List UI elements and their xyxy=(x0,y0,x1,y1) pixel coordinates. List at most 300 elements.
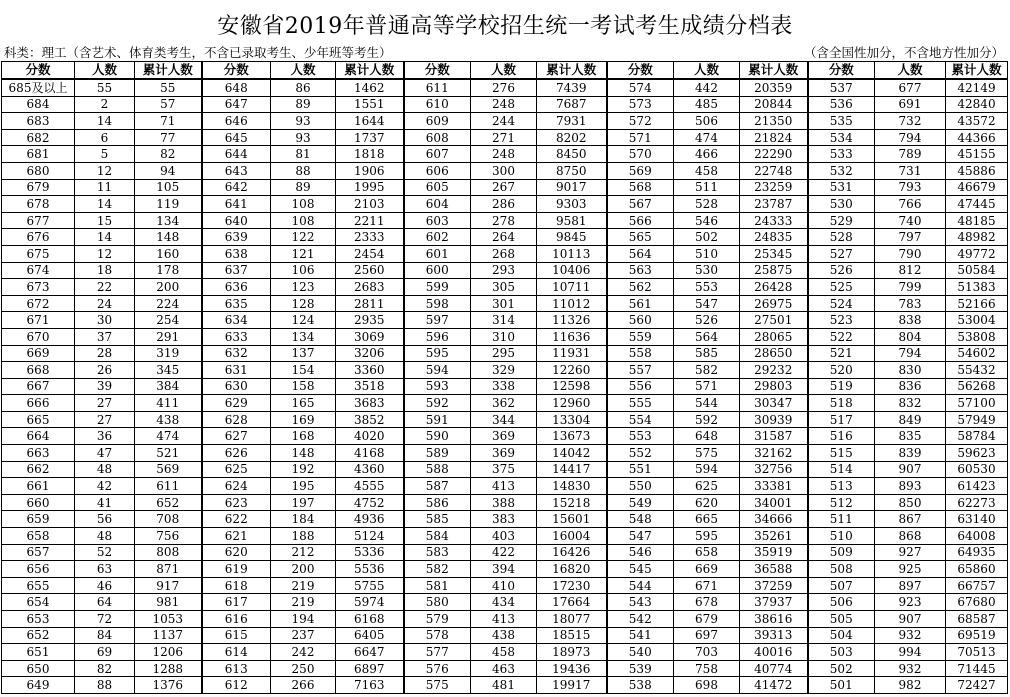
cumulative-cell: 19917 xyxy=(537,677,607,694)
score-cell: 622 xyxy=(202,511,271,528)
cumulative-cell: 70513 xyxy=(946,644,1008,661)
count-cell: 594 xyxy=(674,461,740,478)
score-cell: 671 xyxy=(2,312,75,329)
cumulative-cell: 26428 xyxy=(740,279,808,296)
count-cell: 200 xyxy=(271,561,336,578)
score-cell: 574 xyxy=(607,79,674,96)
table-row xyxy=(2,428,1008,445)
score-cell: 595 xyxy=(404,345,471,362)
score-cell: 536 xyxy=(808,96,875,113)
cumulative-cell: 200 xyxy=(135,279,202,296)
score-header: 分数 xyxy=(808,62,875,80)
count-cell: 923 xyxy=(875,594,946,611)
score-cell: 679 xyxy=(2,179,75,196)
count-cell: 698 xyxy=(674,677,740,694)
count-cell: 14 xyxy=(75,113,135,130)
score-cell: 510 xyxy=(808,528,875,545)
cumulative-cell: 26975 xyxy=(740,295,808,312)
score-cell: 617 xyxy=(202,594,271,611)
cumulative-cell: 20359 xyxy=(740,79,808,96)
score-cell: 638 xyxy=(202,245,271,262)
score-cell: 651 xyxy=(2,644,75,661)
cumulative-cell: 34001 xyxy=(740,494,808,511)
count-cell: 11 xyxy=(75,179,135,196)
count-cell: 24 xyxy=(75,295,135,312)
score-cell: 528 xyxy=(808,229,875,246)
table-row xyxy=(2,362,1008,379)
count-cell: 571 xyxy=(674,378,740,395)
count-cell: 463 xyxy=(471,660,537,677)
score-cell: 610 xyxy=(404,96,471,113)
score-cell: 618 xyxy=(202,577,271,594)
score-cell: 540 xyxy=(607,644,674,661)
count-header: 人数 xyxy=(75,62,135,80)
cumulative-cell: 32162 xyxy=(740,445,808,462)
score-cell: 614 xyxy=(202,644,271,661)
table-row xyxy=(2,544,1008,561)
score-cell: 640 xyxy=(202,212,271,229)
cumulative-cell: 134 xyxy=(135,212,202,229)
score-cell: 519 xyxy=(808,378,875,395)
count-cell: 212 xyxy=(271,544,336,561)
count-cell: 248 xyxy=(471,146,537,163)
count-cell: 248 xyxy=(471,96,537,113)
score-cell: 512 xyxy=(808,494,875,511)
count-cell: 546 xyxy=(674,212,740,229)
count-cell: 383 xyxy=(471,511,537,528)
cumulative-cell: 49772 xyxy=(946,245,1008,262)
count-cell: 867 xyxy=(875,511,946,528)
count-header: 人数 xyxy=(674,62,740,80)
cumulative-cell: 8750 xyxy=(537,162,607,179)
score-cell: 615 xyxy=(202,627,271,644)
cumulative-cell: 57 xyxy=(135,96,202,113)
cumulative-cell: 53004 xyxy=(946,312,1008,329)
cumulative-cell: 40774 xyxy=(740,660,808,677)
cumulative-cell: 64935 xyxy=(946,544,1008,561)
count-cell: 12 xyxy=(75,245,135,262)
table-row xyxy=(2,79,1008,96)
cumulative-cell: 917 xyxy=(135,577,202,594)
count-cell: 169 xyxy=(271,411,336,428)
cumulative-cell: 59623 xyxy=(946,445,1008,462)
count-cell: 55 xyxy=(75,79,135,96)
score-cell: 606 xyxy=(404,162,471,179)
cumulative-cell: 17664 xyxy=(537,594,607,611)
count-cell: 544 xyxy=(674,395,740,412)
score-cell: 543 xyxy=(607,594,674,611)
count-cell: 839 xyxy=(875,445,946,462)
cumulative-cell: 34666 xyxy=(740,511,808,528)
score-cell: 631 xyxy=(202,362,271,379)
count-cell: 394 xyxy=(471,561,537,578)
cumulative-cell: 1288 xyxy=(135,660,202,677)
score-cell: 502 xyxy=(808,660,875,677)
cumulative-cell: 18515 xyxy=(537,627,607,644)
cumulative-cell: 71 xyxy=(135,113,202,130)
table-row xyxy=(2,229,1008,246)
cumulative-cell: 67680 xyxy=(946,594,1008,611)
count-cell: 64 xyxy=(75,594,135,611)
score-cell: 506 xyxy=(808,594,875,611)
count-cell: 506 xyxy=(674,113,740,130)
cumulative-cell: 58784 xyxy=(946,428,1008,445)
score-cell: 511 xyxy=(808,511,875,528)
cumulative-cell: 50584 xyxy=(946,262,1008,279)
score-cell: 658 xyxy=(2,528,75,545)
score-cell: 634 xyxy=(202,312,271,329)
score-cell: 620 xyxy=(202,544,271,561)
count-cell: 86 xyxy=(271,79,336,96)
score-cell: 565 xyxy=(607,229,674,246)
cumulative-cell: 5755 xyxy=(336,577,404,594)
count-cell: 106 xyxy=(271,262,336,279)
score-cell: 514 xyxy=(808,461,875,478)
table-row xyxy=(2,594,1008,611)
score-cell: 579 xyxy=(404,611,471,628)
cumulative-cell: 10711 xyxy=(537,279,607,296)
score-cell: 523 xyxy=(808,312,875,329)
count-cell: 850 xyxy=(875,494,946,511)
cumulative-cell: 51383 xyxy=(946,279,1008,296)
score-cell: 652 xyxy=(2,627,75,644)
cumulative-cell: 21350 xyxy=(740,113,808,130)
count-cell: 27 xyxy=(75,395,135,412)
count-cell: 592 xyxy=(674,411,740,428)
score-cell: 544 xyxy=(607,577,674,594)
table-row xyxy=(2,494,1008,511)
score-cell: 534 xyxy=(808,129,875,146)
count-cell: 264 xyxy=(471,229,537,246)
table-row xyxy=(2,478,1008,495)
count-cell: 93 xyxy=(271,129,336,146)
score-cell: 533 xyxy=(808,146,875,163)
table-row xyxy=(2,461,1008,478)
table-row xyxy=(2,395,1008,412)
score-cell: 616 xyxy=(202,611,271,628)
count-cell: 793 xyxy=(875,179,946,196)
count-cell: 413 xyxy=(471,478,537,495)
score-cell: 628 xyxy=(202,411,271,428)
count-cell: 244 xyxy=(471,113,537,130)
score-cell: 665 xyxy=(2,411,75,428)
score-cell: 663 xyxy=(2,445,75,462)
count-cell: 526 xyxy=(674,312,740,329)
count-cell: 46 xyxy=(75,577,135,594)
score-cell: 588 xyxy=(404,461,471,478)
count-cell: 832 xyxy=(875,395,946,412)
count-cell: 194 xyxy=(271,611,336,628)
cumulative-cell: 28650 xyxy=(740,345,808,362)
cumulative-cell: 44366 xyxy=(946,129,1008,146)
count-cell: 679 xyxy=(674,611,740,628)
count-cell: 434 xyxy=(471,594,537,611)
score-cell: 570 xyxy=(607,146,674,163)
cumulative-cell: 61423 xyxy=(946,478,1008,495)
count-cell: 84 xyxy=(75,627,135,644)
cumulative-cell: 611 xyxy=(135,478,202,495)
cumulative-cell: 20844 xyxy=(740,96,808,113)
score-cell: 594 xyxy=(404,362,471,379)
count-cell: 93 xyxy=(271,113,336,130)
cumulative-cell: 41472 xyxy=(740,677,808,694)
score-cell: 619 xyxy=(202,561,271,578)
cumulative-cell: 38616 xyxy=(740,611,808,628)
score-cell: 682 xyxy=(2,129,75,146)
cumulative-cell: 4752 xyxy=(336,494,404,511)
cumulative-cell: 12598 xyxy=(537,378,607,395)
score-cell: 545 xyxy=(607,561,674,578)
table-row xyxy=(2,411,1008,428)
count-cell: 732 xyxy=(875,113,946,130)
cumulative-cell: 1818 xyxy=(336,146,404,163)
score-cell: 539 xyxy=(607,660,674,677)
cumulative-cell: 756 xyxy=(135,528,202,545)
score-cell: 685及以上 xyxy=(2,79,75,96)
score-cell: 632 xyxy=(202,345,271,362)
count-cell: 797 xyxy=(875,229,946,246)
cumulative-cell: 1137 xyxy=(135,627,202,644)
count-cell: 242 xyxy=(271,644,336,661)
cumulative-cell: 25875 xyxy=(740,262,808,279)
score-cell: 568 xyxy=(607,179,674,196)
cumulative-cell: 16820 xyxy=(537,561,607,578)
cumulative-cell: 6168 xyxy=(336,611,404,628)
cumulative-cell: 9581 xyxy=(537,212,607,229)
score-cell: 677 xyxy=(2,212,75,229)
cumulative-cell: 11012 xyxy=(537,295,607,312)
score-cell: 681 xyxy=(2,146,75,163)
count-cell: 794 xyxy=(875,129,946,146)
cumulative-cell: 1644 xyxy=(336,113,404,130)
cumulative-cell: 45155 xyxy=(946,146,1008,163)
cumulative-cell: 105 xyxy=(135,179,202,196)
score-cell: 518 xyxy=(808,395,875,412)
cumulative-cell: 23259 xyxy=(740,179,808,196)
bonus-points-note: （含全国性加分，不含地方性加分） xyxy=(803,45,1004,60)
table-row xyxy=(2,295,1008,312)
score-cell: 624 xyxy=(202,478,271,495)
table-row xyxy=(2,279,1008,296)
count-cell: 799 xyxy=(875,279,946,296)
count-cell: 300 xyxy=(471,162,537,179)
cumulative-cell: 24835 xyxy=(740,229,808,246)
score-cell: 666 xyxy=(2,395,75,412)
cumulative-cell: 871 xyxy=(135,561,202,578)
cumulative-cell: 71445 xyxy=(946,660,1008,677)
cumulative-cell: 1053 xyxy=(135,611,202,628)
cumulative-cell: 13673 xyxy=(537,428,607,445)
count-cell: 89 xyxy=(271,96,336,113)
count-cell: 305 xyxy=(471,279,537,296)
cumulative-cell: 10113 xyxy=(537,245,607,262)
cumulative-cell: 8202 xyxy=(537,129,607,146)
count-cell: 6 xyxy=(75,129,135,146)
cumulative-cell: 35261 xyxy=(740,528,808,545)
score-cell: 583 xyxy=(404,544,471,561)
cumulative-cell: 14042 xyxy=(537,445,607,462)
count-cell: 36 xyxy=(75,428,135,445)
cumulative-cell: 3069 xyxy=(336,328,404,345)
table-row xyxy=(2,96,1008,113)
count-cell: 766 xyxy=(875,196,946,213)
count-cell: 301 xyxy=(471,295,537,312)
cumulative-cell: 5974 xyxy=(336,594,404,611)
count-cell: 314 xyxy=(471,312,537,329)
score-cell: 668 xyxy=(2,362,75,379)
cumulative-cell: 981 xyxy=(135,594,202,611)
cumulative-cell: 1995 xyxy=(336,179,404,196)
score-cell: 674 xyxy=(2,262,75,279)
cumulative-cell: 3683 xyxy=(336,395,404,412)
count-cell: 849 xyxy=(875,411,946,428)
score-cell: 597 xyxy=(404,312,471,329)
score-cell: 650 xyxy=(2,660,75,677)
count-cell: 812 xyxy=(875,262,946,279)
score-cell: 656 xyxy=(2,561,75,578)
table-row xyxy=(2,262,1008,279)
score-cell: 556 xyxy=(607,378,674,395)
cumulative-cell: 17230 xyxy=(537,577,607,594)
cumulative-cell: 521 xyxy=(135,445,202,462)
cumulative-cell: 224 xyxy=(135,295,202,312)
cumulative-cell: 808 xyxy=(135,544,202,561)
score-cell: 669 xyxy=(2,345,75,362)
count-cell: 691 xyxy=(875,96,946,113)
count-cell: 88 xyxy=(271,162,336,179)
score-cell: 608 xyxy=(404,129,471,146)
cumulative-cell: 384 xyxy=(135,378,202,395)
cumulative-cell: 57100 xyxy=(946,395,1008,412)
count-cell: 121 xyxy=(271,245,336,262)
table-row xyxy=(2,146,1008,163)
count-cell: 838 xyxy=(875,312,946,329)
count-cell: 271 xyxy=(471,129,537,146)
table-row xyxy=(2,528,1008,545)
cumulative-cell: 16004 xyxy=(537,528,607,545)
score-cell: 675 xyxy=(2,245,75,262)
cumulative-cell: 411 xyxy=(135,395,202,412)
cumulative-header: 累计人数 xyxy=(946,62,1008,80)
score-cell: 553 xyxy=(607,428,674,445)
cumulative-cell: 1906 xyxy=(336,162,404,179)
count-cell: 266 xyxy=(271,677,336,694)
cumulative-cell: 30347 xyxy=(740,395,808,412)
count-cell: 648 xyxy=(674,428,740,445)
cumulative-cell: 2683 xyxy=(336,279,404,296)
score-cell: 639 xyxy=(202,229,271,246)
score-cell: 532 xyxy=(808,162,875,179)
score-header: 分数 xyxy=(404,62,471,80)
count-cell: 219 xyxy=(271,594,336,611)
count-cell: 184 xyxy=(271,511,336,528)
count-cell: 88 xyxy=(75,677,135,694)
cumulative-cell: 57949 xyxy=(946,411,1008,428)
cumulative-cell: 24333 xyxy=(740,212,808,229)
cumulative-cell: 9017 xyxy=(537,179,607,196)
cumulative-cell: 1376 xyxy=(135,677,202,694)
score-cell: 516 xyxy=(808,428,875,445)
cumulative-cell: 438 xyxy=(135,411,202,428)
score-cell: 592 xyxy=(404,395,471,412)
cumulative-cell: 35919 xyxy=(740,544,808,561)
table-row xyxy=(2,445,1008,462)
score-cell: 515 xyxy=(808,445,875,462)
score-cell: 503 xyxy=(808,644,875,661)
count-cell: 564 xyxy=(674,328,740,345)
cumulative-cell: 1462 xyxy=(336,79,404,96)
score-cell: 526 xyxy=(808,262,875,279)
count-cell: 72 xyxy=(75,611,135,628)
count-cell: 582 xyxy=(674,362,740,379)
score-cell: 580 xyxy=(404,594,471,611)
count-cell: 620 xyxy=(674,494,740,511)
cumulative-cell: 2454 xyxy=(336,245,404,262)
score-cell: 587 xyxy=(404,478,471,495)
table-row xyxy=(2,245,1008,262)
score-cell: 654 xyxy=(2,594,75,611)
score-cell: 513 xyxy=(808,478,875,495)
score-cell: 563 xyxy=(607,262,674,279)
cumulative-cell: 64008 xyxy=(946,528,1008,545)
cumulative-cell: 3360 xyxy=(336,362,404,379)
cumulative-cell: 7439 xyxy=(537,79,607,96)
count-cell: 375 xyxy=(471,461,537,478)
score-cell: 657 xyxy=(2,544,75,561)
cumulative-cell: 55432 xyxy=(946,362,1008,379)
count-cell: 22 xyxy=(75,279,135,296)
score-cell: 635 xyxy=(202,295,271,312)
score-cell: 680 xyxy=(2,162,75,179)
cumulative-cell: 53808 xyxy=(946,328,1008,345)
score-cell: 644 xyxy=(202,146,271,163)
score-cell: 585 xyxy=(404,511,471,528)
score-header: 分数 xyxy=(2,62,75,80)
score-cell: 522 xyxy=(808,328,875,345)
score-cell: 627 xyxy=(202,428,271,445)
count-cell: 485 xyxy=(674,96,740,113)
cumulative-cell: 33381 xyxy=(740,478,808,495)
count-cell: 369 xyxy=(471,445,537,462)
cumulative-cell: 29232 xyxy=(740,362,808,379)
cumulative-cell: 14417 xyxy=(537,461,607,478)
table-row xyxy=(2,577,1008,594)
count-cell: 731 xyxy=(875,162,946,179)
score-cell: 609 xyxy=(404,113,471,130)
count-cell: 237 xyxy=(271,627,336,644)
score-cell: 538 xyxy=(607,677,674,694)
score-cell: 562 xyxy=(607,279,674,296)
count-cell: 388 xyxy=(471,494,537,511)
score-cell: 530 xyxy=(808,196,875,213)
cumulative-cell: 66757 xyxy=(946,577,1008,594)
cumulative-cell: 148 xyxy=(135,229,202,246)
cumulative-cell: 8450 xyxy=(537,146,607,163)
score-cell: 661 xyxy=(2,478,75,495)
count-cell: 932 xyxy=(875,660,946,677)
cumulative-cell: 94 xyxy=(135,162,202,179)
score-cell: 593 xyxy=(404,378,471,395)
count-cell: 81 xyxy=(271,146,336,163)
count-cell: 18 xyxy=(75,262,135,279)
cumulative-cell: 7687 xyxy=(537,96,607,113)
score-cell: 581 xyxy=(404,577,471,594)
count-cell: 458 xyxy=(674,162,740,179)
cumulative-cell: 22748 xyxy=(740,162,808,179)
score-cell: 599 xyxy=(404,279,471,296)
count-cell: 41 xyxy=(75,494,135,511)
cumulative-cell: 72427 xyxy=(946,677,1008,694)
